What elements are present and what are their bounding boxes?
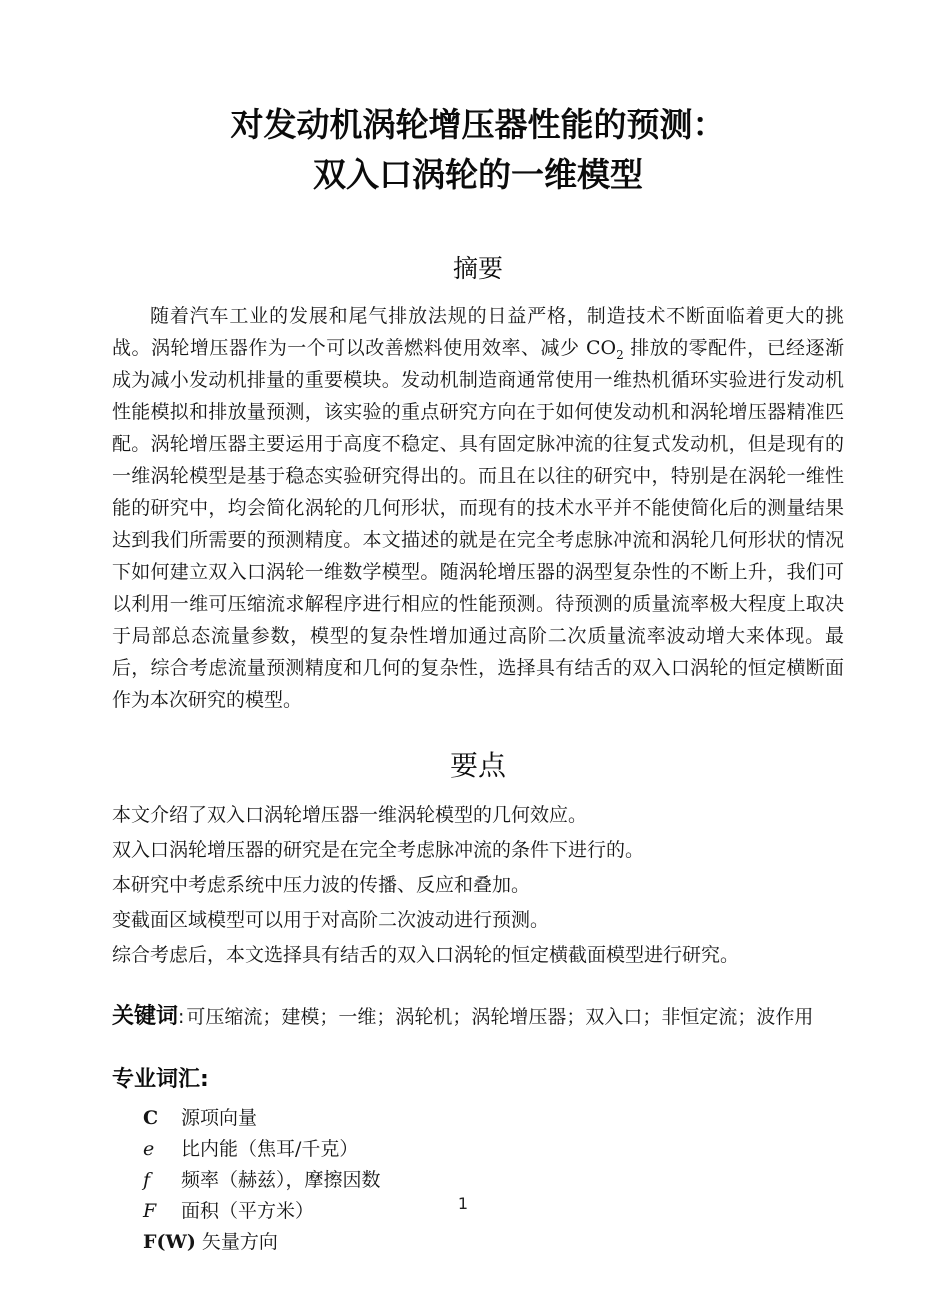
highlight-item-4: 变截面区域模型可以用于对高阶二次波动进行预测。: [112, 909, 550, 931]
highlights-list: [112, 798, 844, 973]
page-number: 1: [457, 1194, 469, 1213]
abstract-paragraph: [112, 300, 844, 716]
nomenclature-symbol: C: [143, 1107, 159, 1129]
keywords-label: 关键词: [112, 1004, 179, 1029]
nomenclature-symbol: F: [143, 1200, 157, 1222]
highlights-heading: 要点: [449, 749, 506, 782]
nomenclature-row-f: [143, 1165, 844, 1196]
highlight-item-3: 本研究中考虑系统中压力波的传播、反应和叠加。: [112, 874, 531, 896]
nomenclature-definition: 比内能（焦耳/千克）: [181, 1138, 359, 1160]
highlight-item-5: 综合考虑后，本文选择具有结舌的双入口涡轮的恒定横截面模型进行研究。: [112, 944, 740, 966]
keywords-colon: :: [178, 1006, 185, 1028]
nomenclature-symbol: e: [143, 1138, 155, 1160]
abstract-text-before-subscript: 随着汽车工业的发展和尾气排放法规的日益严格，制造技术不断面临着更大的挑战。涡轮增压器作为一个可以改善燃料使用效率、减少 CO: [112, 305, 844, 359]
nomenclature-definition: 频率（赫兹），摩擦因数: [181, 1169, 381, 1191]
nomenclature-symbol: f: [143, 1169, 151, 1191]
nomenclature-symbol: F(W): [143, 1231, 196, 1253]
nomenclature-heading: 专业词汇:: [112, 1067, 209, 1092]
highlight-item-1: 本文介绍了双入口涡轮增压器一维涡轮模型的几何效应。: [112, 804, 588, 826]
abstract-text-after-subscript: 排放的零配件，已经逐渐成为减小发动机排量的重要模块。发动机制造商通常使用一维热机循环实验进行发动机性能模拟和排放量预测，该实验的重点研究方向在于如何使发动机和涡轮增压器精准匹配。涡轮增压器主要运用于高度不稳定、具有固定脉冲流的往复式发动机，但是现有的一维涡轮模型是基于稳态实验研究得出的。而且在以往的研究中，特别是在涡轮一维性能的研究中，均会简化涡轮的几何形状，而现有的技术水平并不能使简化后的测量结果达到我们所需要的预测精度。本文描述的就是在完全考虑脉冲流和涡轮几何形状的情况下如何建立双入口涡轮一维数学模型。随涡轮增压器的涡型复杂性的不断上升，我们可以利用一维可压缩流求解程序进行相应的性能预测。待预测的质量流率极大程度上取决于局部总态流量参数，模型的复杂性增加通过高阶二次质量流率波动增大来体现。最后，综合考虑流量预测精度和几何的复杂性，选择具有结舌的双入口涡轮的恒定横断面作为本次研究的模型。: [112, 337, 845, 711]
nomenclature-row-e: [143, 1134, 844, 1165]
keywords-line: [112, 1003, 844, 1031]
abstract-heading: 摘要: [452, 254, 503, 283]
co2-subscript: 2: [616, 347, 624, 362]
nomenclature-row-C: [143, 1103, 844, 1134]
nomenclature-row-FW: [143, 1227, 844, 1258]
nomenclature-definition: 源项向量: [181, 1107, 258, 1129]
nomenclature-definition: 面积（平方米）: [181, 1200, 315, 1222]
paper-title: [112, 0, 844, 200]
keywords-text: 可压缩流；建模；一维；涡轮机；涡轮增压器；双入口；非恒定流；波作用: [186, 1006, 814, 1028]
highlight-item-2: 双入口涡轮增压器的研究是在完全考虑脉冲流的条件下进行的。: [112, 839, 645, 861]
nomenclature-definition: 矢量方向: [201, 1231, 278, 1253]
paper-title-line1: 对发动机涡轮增压器性能的预测：: [230, 105, 726, 144]
nomenclature-list: [112, 1103, 844, 1258]
paper-title-line2: 双入口涡轮的一维模型: [313, 155, 643, 194]
